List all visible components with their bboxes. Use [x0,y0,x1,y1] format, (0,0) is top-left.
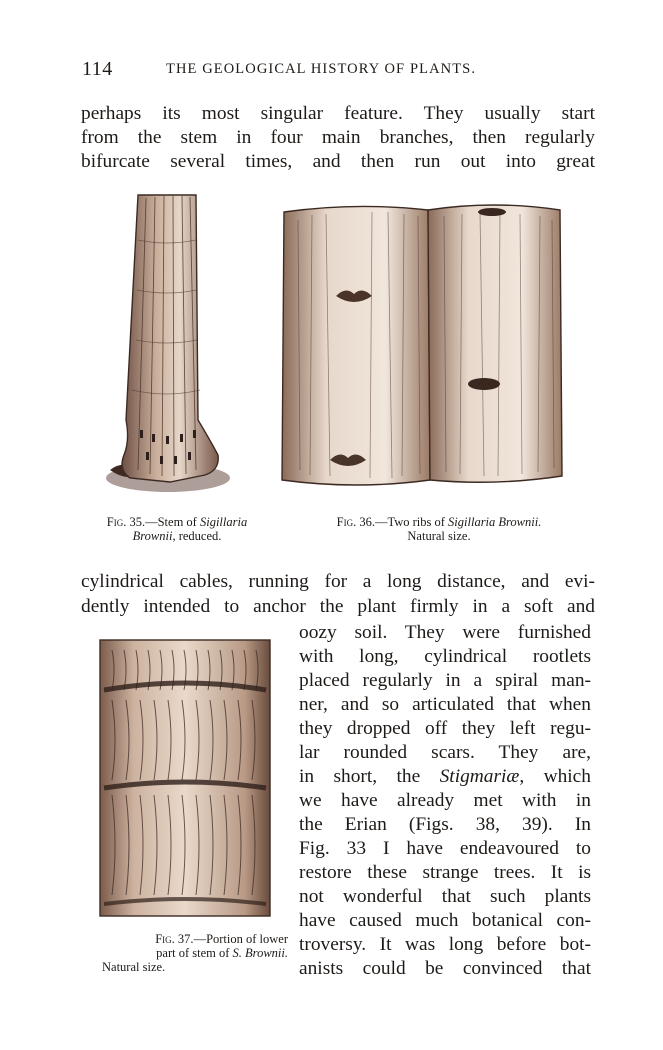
figure-37-caption-end: Natural size. [102,960,166,974]
figure-37-caption-text: —Portion of lower [193,932,288,946]
figure-36-caption-text: —Two ribs of [374,515,449,529]
paragraph-2-line-1: cylindrical cables, running for a long distance, and evi- [81,571,595,592]
figure-35-genus: Sigillaria [199,515,248,529]
running-title: THE GEOLOGICAL HISTORY OF PLANTS. [166,61,477,77]
paragraph-2-line-9 [299,765,591,789]
paragraph-2-line-16: troversy. It was long before bot- [299,934,591,955]
in-short-suffix: , which [519,766,591,787]
figure-35-species: Brownii [132,529,173,543]
paragraph-1-line-3: bifurcate several times, and then run out into great [81,151,595,172]
figure-36-species: Sigillaria Brownii. [448,515,542,529]
paragraph-2-line-15: have caused much botanical con- [299,910,591,931]
paragraph-2-line-13: restore these strange trees. It is [299,862,591,883]
paragraph-2-line-5: placed regularly in a spiral man- [299,670,591,691]
paragraph-2-line-4: with long, cylindrical rootlets [299,646,591,667]
paragraph-2-line-14: not wonderful that such plants [299,886,591,907]
paragraph-2-line-17: anists could be convinced that [299,958,591,979]
figure-37-label: Fig. 37. [155,932,194,946]
paragraph-2-line-12: Fig. 33 I have endeavoured to [299,838,591,859]
figure-37-species: S. Brownii. [232,946,288,960]
figure-35-caption-end: , reduced. [172,529,222,543]
paragraph-1-line-1: perhaps its most singular feature. They usually start [81,103,595,124]
paragraph-2-line-3: oozy soil. They were furnished [299,622,591,643]
figure-36-label: Fig. 36. [336,515,375,529]
in-short-prefix: in short, the [299,766,440,787]
paragraph-2-line-7: they dropped off they left regu- [299,718,591,739]
paragraph-2-line-6: ner, and so articulated that when [299,694,591,715]
figure-35-label: Fig. 35. [106,515,146,529]
paragraph-2-line-10: we have already met with in [299,790,591,811]
page-number: 114 [82,58,113,80]
figure-37-caption [84,932,288,974]
stigmariae-term: Stigmariæ [439,766,520,787]
paragraph-2-line-2: dently intended to anchor the plant firmly in a soft and [81,596,595,617]
figure-37-caption-line-2: part of stem of [156,946,233,960]
paragraph-1-line-2: from the stem in four main branches, then regularly [81,127,595,148]
paragraph-2-line-11: the Erian (Figs. 38, 39). In [299,814,591,835]
paragraph-2-line-8: lar rounded scars. They are, [299,742,591,763]
figure-35-caption-text: —Stem of [145,515,200,529]
figure-36-caption-end: Natural size. [407,529,471,543]
